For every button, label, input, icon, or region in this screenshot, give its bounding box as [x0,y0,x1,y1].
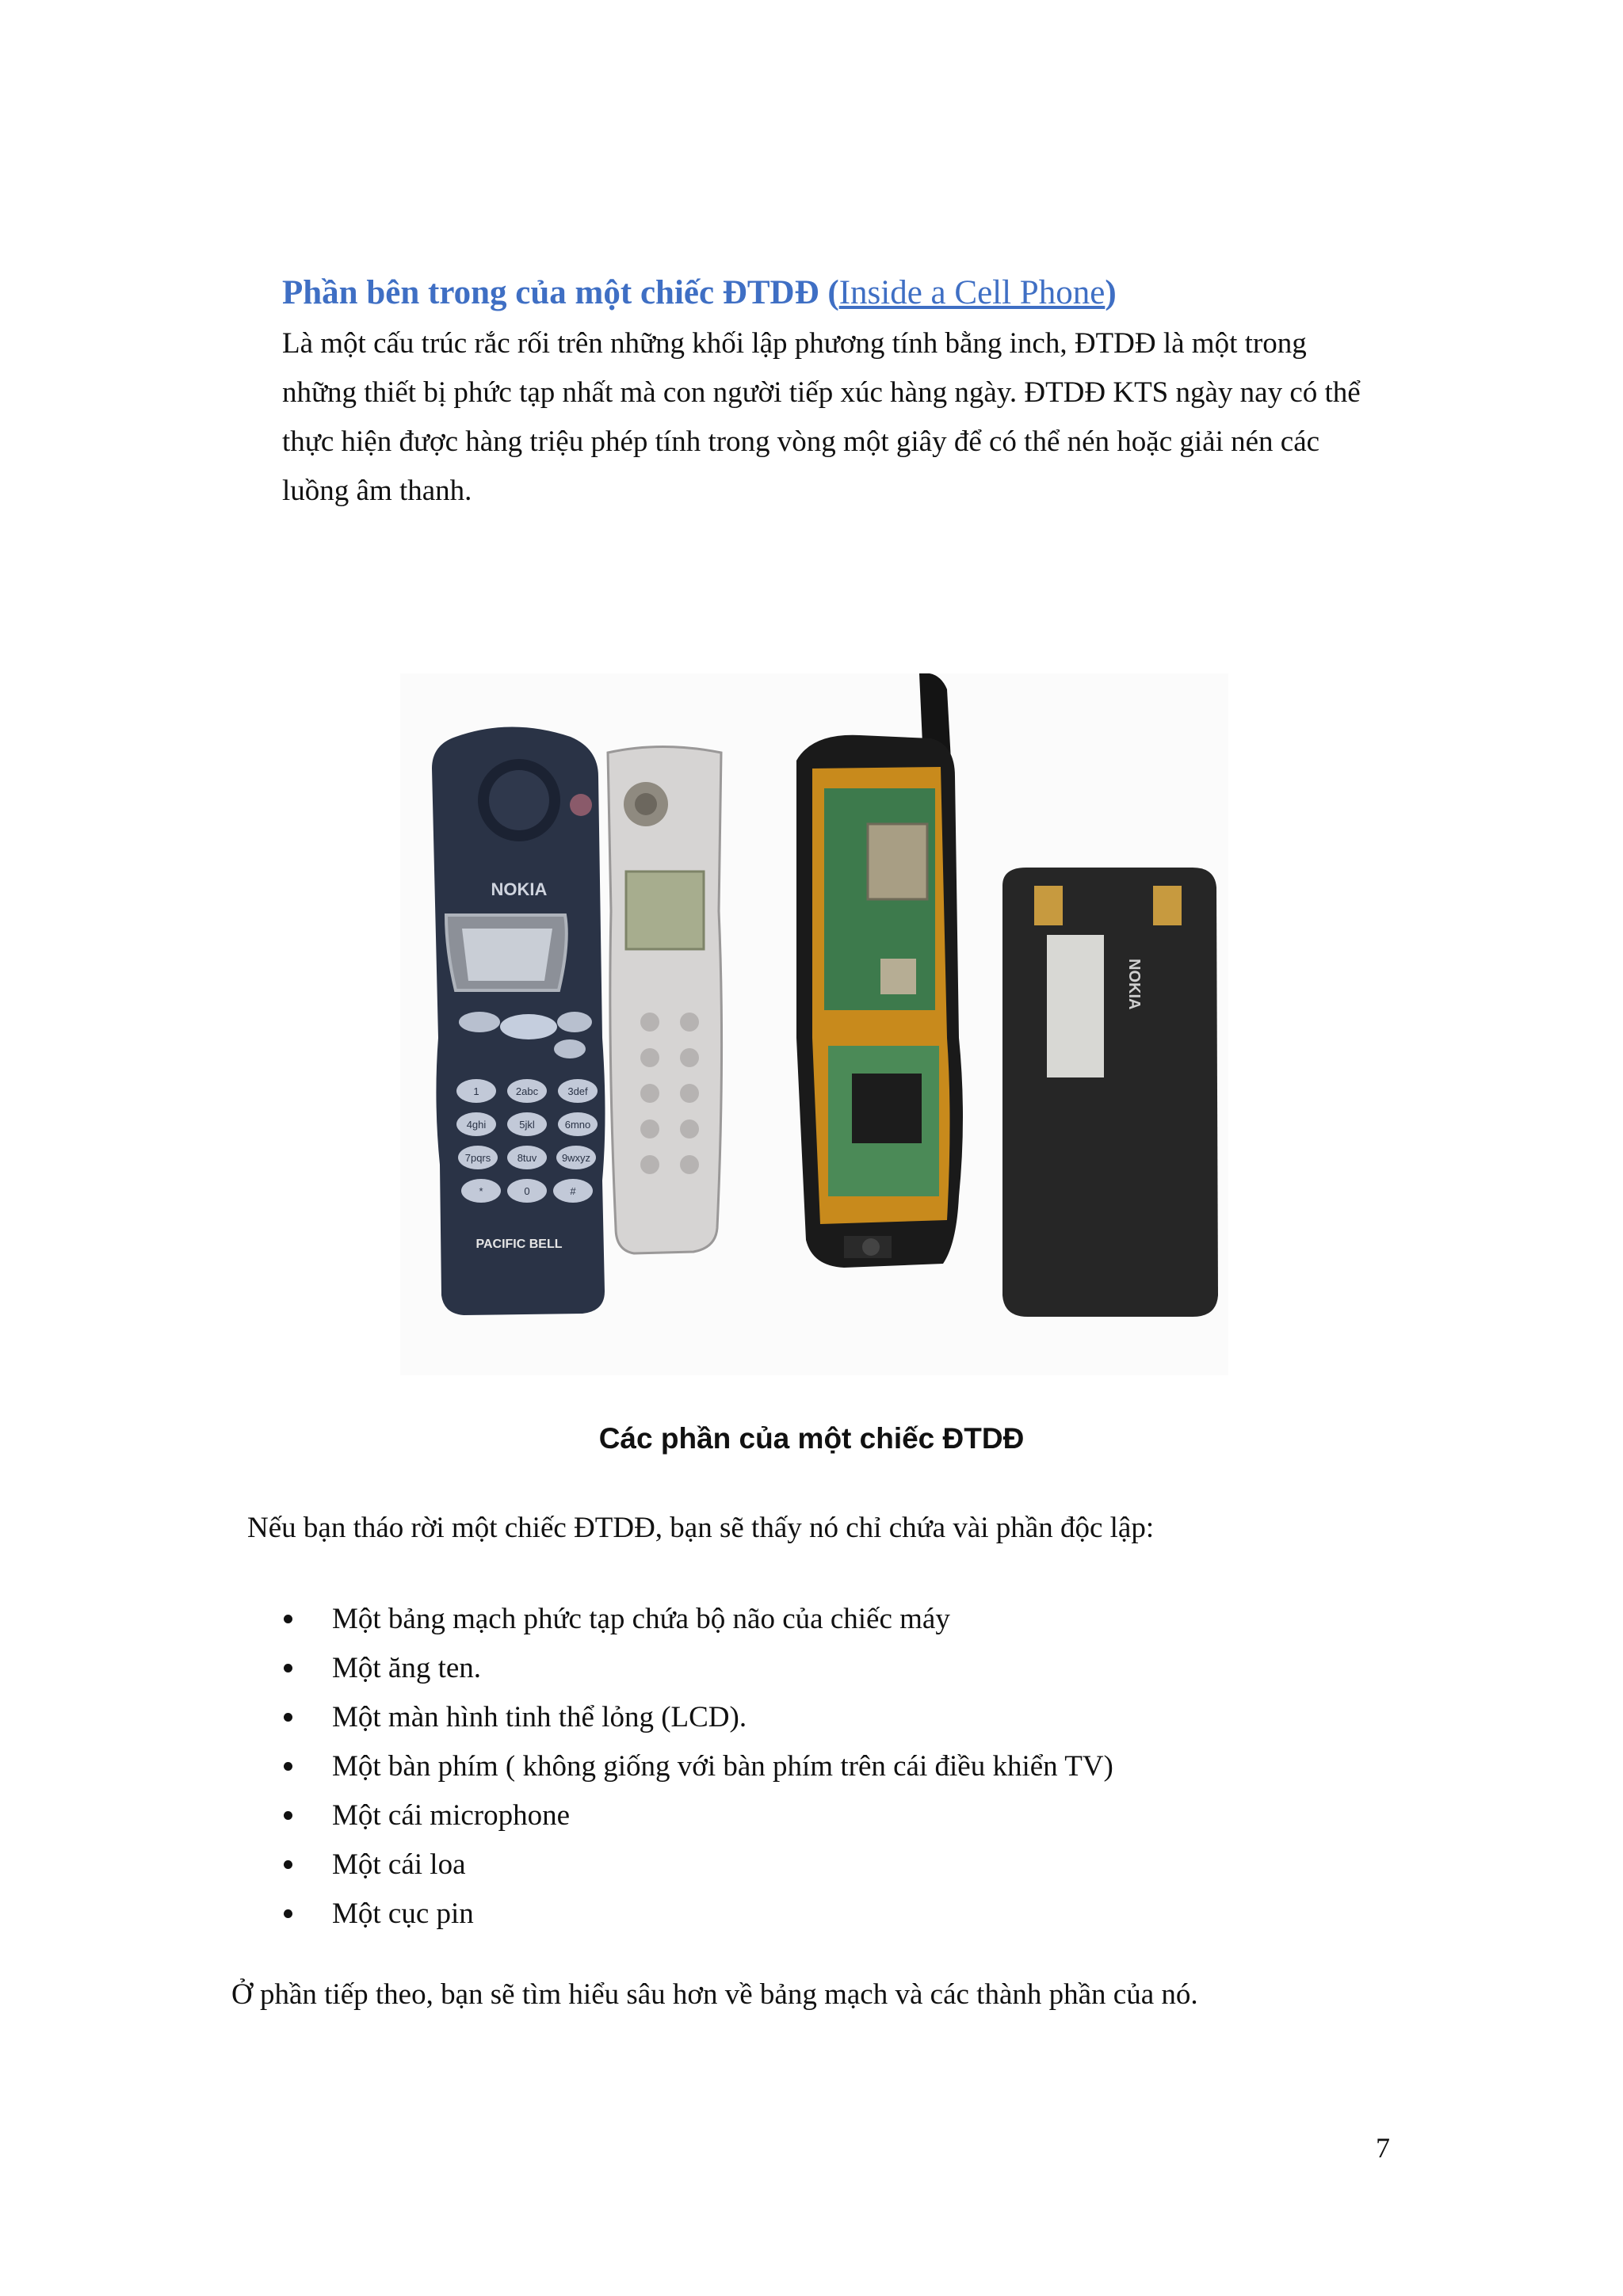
key-label: 3def [567,1085,588,1097]
key-label: 8tuv [517,1152,537,1164]
key-label: * [479,1185,483,1197]
figure-caption: Các phần của một chiếc ĐTDĐ [598,1422,1025,1455]
disassembled-phone-photo [400,673,1228,1375]
key-label: 7pqrs [464,1152,491,1164]
bullet-icon [284,1664,292,1672]
intro-paragraph [282,319,1392,516]
keypad-frame [608,747,722,1254]
key-label: 9wxyz [561,1152,591,1164]
front-housing [432,727,605,1316]
list-item-text: Một bàn phím ( không giống với bàn phím trên cái điều khiển TV) [332,1749,1113,1783]
key-label: 2abc [515,1085,539,1097]
closing-sentence: Ở phần tiếp theo, bạn sẽ tìm hiểu sâu hơn về bảng mạch và các thành phần của nó. [231,1978,1198,2011]
key-label: 1 [473,1085,479,1097]
list-item-text: Một ăng ten. [332,1651,482,1684]
list-item-text: Một bảng mạch phức tạp chứa bộ não của chiếc máy [332,1602,950,1635]
list-item [282,1643,1113,1692]
bullet-icon [284,1713,292,1722]
intro-line: thực hiện được hàng triệu phép tính trong vòng một giây để có thể nén hoặc giải nén các [282,425,1320,458]
key-label: 6mno [564,1119,591,1131]
list-item [282,1741,1113,1791]
battery [1002,868,1218,1317]
key-label: 4ghi [466,1119,487,1131]
page-number: 7 [1376,2132,1390,2164]
bullet-icon [284,1762,292,1771]
bullet-icon [284,1909,292,1918]
list-item-text: Một cái microphone [332,1798,571,1832]
battery-brand: NOKIA [1125,959,1143,1010]
bullet-icon [284,1615,292,1623]
list-item-text: Một cục pin [332,1897,474,1930]
heading-text: Phần bên trong của một chiếc ĐTDĐ ( [282,274,839,311]
phone-parts-illustration [400,673,1228,1375]
carrier-label: PACIFIC BELL [475,1238,563,1251]
list-item-text: Một cái loa [332,1848,466,1881]
intro-line: Là một cấu trúc rắc rối trên những khối lập phương tính bằng inch, ĐTDĐ là một trong [282,327,1307,360]
list-item [282,1594,1113,1643]
bullet-icon [284,1811,292,1820]
lead-sentence: Nếu bạn tháo rời một chiếc ĐTDĐ, bạn sẽ thấy nó chỉ chứa vài phần độc lập: [247,1512,1155,1544]
bullet-icon [284,1860,292,1869]
inside-cell-phone-link[interactable]: Inside a Cell Phone [838,274,1106,311]
section-heading [282,273,1117,312]
list-item [282,1889,1113,1938]
nokia-logo: NOKIA [491,879,548,899]
intro-line: luồng âm thanh. [282,475,472,507]
key-label: # [570,1185,576,1197]
list-item-text: Một màn hình tinh thể lỏng (LCD). [332,1700,747,1733]
key-label: 0 [524,1185,530,1197]
intro-line: những thiết bị phức tạp nhất mà con người tiếp xúc hàng ngày. ĐTDĐ KTS ngày nay có thể [282,376,1361,409]
parts-list [282,1594,1113,1938]
heading-close-paren: ) [1105,274,1117,311]
list-item [282,1840,1113,1889]
list-item [282,1791,1113,1840]
circuit-board-housing [796,673,963,1268]
key-label: 5jkl [519,1119,535,1131]
list-item [282,1692,1113,1741]
